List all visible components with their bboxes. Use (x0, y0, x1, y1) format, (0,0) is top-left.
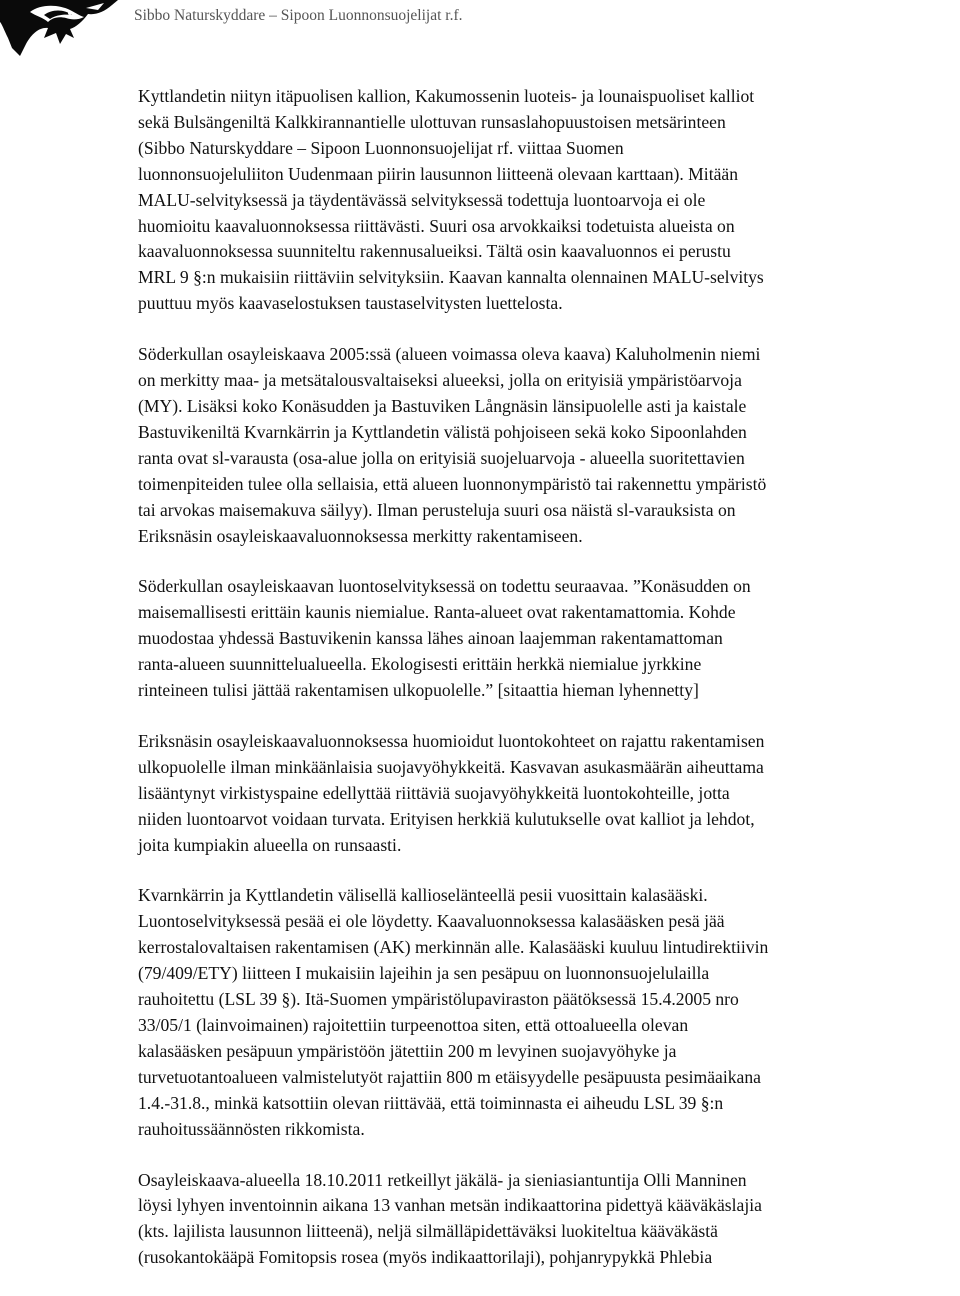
document-body (138, 84, 960, 1296)
paragraph: Söderkullan osayleiskaava 2005:ssä (alueen voimassa oleva kaava) Kaluholmenin niemi on merkitty maa- ja metsätalousvaltaiseksi alueeksi, jolla on erityisiä ympäristöarvoja (MY). Lisäksi koko Konäsudden ja Bastuviken Långnäsin länsipuolelle asti ja kaistale Bastuvikeniltä Kvarnkärrin ja Kyttlandetin välistä pohjoiseen sekä koko Sipoonlahden ranta ovat sl-varausta (osa-alue jolla on erityisiä suojeluarvoja - alueella suoritettavien toimenpiteiden tulee olla sellaisia, että alueen luonnonympäristö tai rakennettu ympäristö tai arvokas maisemakuva säilyy). Ilman perusteluja suuri osa näistä sl-varauksista on Eriksnäsin osayleiskaavaluonnoksessa merkitty rakentamiseen. (138, 344, 767, 546)
paragraph: Osayleiskaava-alueella 18.10.2011 retkeillyt jäkälä- ja sieniasiantuntija Olli Manninen löysi lyhyen inventoinnin aikana 13 vanhan metsän indikaattorina pidettyä kääväkäslajia (kts. lajilista lausunnon liitteenä), neljä silmälläpidettäväksi luokiteltua kääväkästä (rusokantokääpä Fomitopsis rosea (myös indikaattorilaji), pohjanrypykkä Phlebia (138, 1169, 762, 1268)
paragraph: Kvarnkärrin ja Kyttlandetin välisellä kallioselänteellä pesii vuosittain kalasääski. Luontoselvityksessä pesää ei ole löydetty. Kaavaluonnoksessa kalasääsken pesä jää kerrostalovaltaisen rakentamisen (AK) merkinnän alle. Kalasääski kuuluu lintudirektiivin (79/409/ETY) liitteen I mukaisiin lajeihin ja sen pesäpuu on luonnonsuojelulailla rauhoitettu (LSL 39 §). Itä-Suomen ympäristölupaviraston päätöksessä 15.4.2005 nro 33/05/1 (lainvoimainen) rajoitettiin turpeenottoa siten, että ottoalueella olevan kalasääsken pesäpuun ympäristöön jätettiin 200 m levyinen suojavyöhyke ja turvetuotantoalueen valmistelutyöt rajattiin 800 m etäisyydelle pesäpuusta pesimäaikana 1.4.-31.8., minkä katsottiin olevan riittävää, että toiminnasta ei aiheudu LSL 39 §:n rauhoitussäännösten rikkomista. (138, 885, 769, 1139)
paragraph: Söderkullan osayleiskaavan luontoselvityksessä on todettu seuraavaa. ”Konäsudden on maisemallisesti erittäin kaunis niemialue. Ranta-alueet ovat rakentamattomia. Kohde muodostaa yhdessä Bastuvikenin kanssa lähes ainoan laajemman rakentamattoman ranta-alueen suunnittelualueella. Ekologisesti erittäin herkkä niemialue jyrkkine rinteineen tulisi jättää rakentamisen ulkopuolelle.” [sitaattia hieman lyhennetty] (138, 576, 751, 701)
paragraph: Eriksnäsin osayleiskaavaluonnoksessa huomioidut luontokohteet on rajattu rakentamisen ulkopuolelle ilman minkäänlaisia suojavyöhykkeitä. Kasvavan asukasmäärän aiheuttama lisääntynyt virkistyspaine edellyttää riittäviä suojavyöhykkeitä luontokohteille, jotta niiden luontoarvot voidaan turvata. Erityisen herkkiä kulutukselle ovat kalliot ja lehdot, joita kumpiakin alueella on runsaasti. (138, 730, 765, 855)
stylized-animal-logo-icon (0, 0, 118, 56)
page-header (0, 0, 960, 60)
paragraph: Kyttlandetin niityn itäpuolisen kallion, Kakumossenin luoteis- ja lounaispuoliset kalliot sekä Bulsängeniltä Kalkkirannantielle ulottuvan runsaslahopuustoisen metsärinteen (Sibbo Naturskyddare – Sipoon Luonnonsuojelijat rf. viittaa Suomen luonnonsuojeluliiton Uudenmaan piirin lausunnon liitteenä olevaan karttaan). Mitään MALU-selvityksessä ja täydentävässä selvityksessä todettuja luontoarvoja ei ole huomioitu kaavaluonnoksessa riittävästi. Suuri osa arvokkaiksi todetuista alueista on kaavaluonnoksessa suunniteltu rakennusalueiksi. Tältä osin kaavaluonnos ei perustu MRL 9 §:n mukaisiin riittäviin selvityksiin. Kaavan kannalta olennainen MALU-selvitys puuttuu myös kaavaselostuksen taustaselvitysten luettelosta. (138, 86, 764, 314)
header-title: Sibbo Naturskyddare – Sipoon Luonnonsuojelijat r.f. (134, 7, 463, 24)
